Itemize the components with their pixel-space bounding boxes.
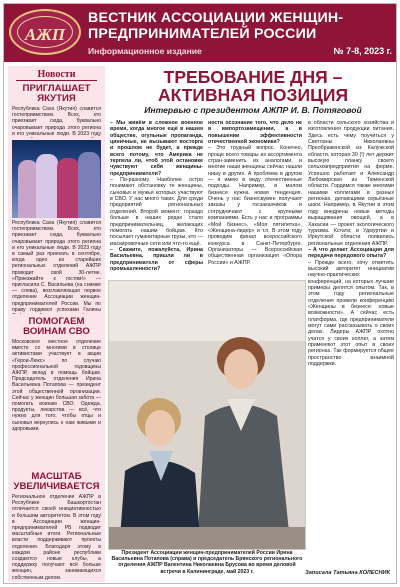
newspaper-page bbox=[3, 3, 397, 584]
answer-2-continued: в области сельского хозяйства и изготовления продукции питания. Здесь есть чему поучиться у Светланы Николаевны Преображенской из Калужской области, которая 30 (!) лет держит высокую планку своего сельхозпредприятия на ферме. Успешно работает и Александр Любомирская из Тюменской области. Гордимся также многими нашими коллегами в разных регионах, делающими серьёзные шаги. Например, в Якутии в этом году внедрены новые методы выращивания овощей, а в Хакасии — проект экологического туризма. Кстати, в Удмуртии и Иркутской области появились региональные отделения АЖПР. bbox=[308, 120, 394, 247]
yakutia-photo bbox=[12, 140, 101, 218]
article-headline bbox=[108, 68, 397, 104]
answer-1: – По-разному. Наиболее остро понимают обстановку те женщины, сыновья и мужья которых участвуют в СВО. У нас много таких. Для среди предприятий региональных отделений. Второй момент: гораздо больше в наших рядах стало предпринимательниц, желающих помогать нашим бойцам. Кто посылает гуманитарные грузы, кто — маскировочные сети или что-то ещё. bbox=[110, 177, 203, 247]
headline-line-1: ТРЕБОВАНИЕ ДНЯ – bbox=[163, 67, 343, 87]
answer-2: – Это трудный вопрос. Конечно, проще всего товары из ассортимента стран-заменить их аналогами, и многие наши женщины сейчас нашли нишу в других. А проблема в другом — я имею в виду отечественные подходы. Например, в малом бизнесе нужна новая тенденция. Очень у нас бизнесвумен получают заказы у госзаказчиков и сотрудничают с крупными компаниями. Есть у нас и программы «Мой бизнес», «Моя пятилетка», «Женщина-лидер» и т.п. В этом году проводим финал всероссийского конкурса в Санкт-Петербурге. Организаторы — Всероссийская общественная организация «Опора России» и АЖПР. bbox=[208, 145, 302, 266]
news-text-yakutia: Республика Саха (Якутия) славится гостеприимством. Всех, кто приезжает сюда, буквально очаровывает природа этого региона и его уникальные люди. В 2023 году bbox=[12, 106, 101, 137]
article-column-3 bbox=[308, 120, 394, 568]
answer-3: – Прежде всего, хочу отметить высокий авторитет инициатив научно-практических конференций, на которых лучшие примеры делятся опытом. Так, в этом году региональные отделения провели конференцию «Женщины в бизнесе: новые возможности». А сейчас есть платформа, где предприниматели могут сами рассказывать о своих делах. Лидеры АЖПР охотно учатся у своих коллег, а затем применяют этот опыт в своих регионах. Так формируется общее пространство взаимной поддержки. bbox=[308, 259, 394, 368]
article-column-1 bbox=[110, 120, 203, 278]
news-title-yakutia: ПРИГЛАШАЕТ ЯКУТИЯ bbox=[22, 83, 91, 104]
question-2-continued: ности осознание того, что дело не в импортозамещении, а в повышении эффективности отечественной экономики? bbox=[208, 120, 302, 146]
news-title-svo: ПОМОГАЕМ ВОИНАМ СВО bbox=[23, 316, 90, 337]
question-2: – Скажите, пожалуйста, Ирина Васильевна, пришли ли в предприниматели от сферы промышленности? bbox=[110, 246, 203, 272]
headline-line-2: АКТИВНАЯ ПОЗИЦИЯ bbox=[157, 85, 349, 105]
association-logo bbox=[9, 9, 81, 55]
photo-caption: Президент Ассоциации женщин-предпринимателей России Ирина Васильевна Потапова (справа) и председатель Брянского регионального отделения АЖПР Валентина Николаевна Брусова во время деловой встречи в Калининграде, май 2023 г. bbox=[111, 550, 303, 575]
article-column-2 bbox=[208, 120, 302, 278]
interview-photo bbox=[108, 280, 306, 550]
logo-text: АЖП bbox=[24, 25, 66, 44]
news-title-bashkortostan: МАСШТАБ УВЕЛИЧИВАЕТСЯ bbox=[13, 471, 100, 492]
masthead bbox=[4, 4, 397, 62]
article-kicker: Интервью с президентом АЖПР И. В. Потяговой bbox=[144, 105, 362, 115]
news-sidebar bbox=[8, 66, 105, 582]
news-text-yakutia-continued: Республика Саха (Якутия) славится гостеприимством. Всех, кто приезжает сюда, буквально очаровывает природа этого региона и его уникальные люди. В 2023 году в самый раз приехать в сентябре, когда одно из старейших региональных отделений АЖПР проводит свой 30-летие. «Приезжайте к гостям!» — пригласила С. Васильева (на снимке — слева), возглавляющая первое отделение Ассоциации женщин-предпринимателей России. Мы по праву гордимся успехами Галины bbox=[12, 220, 101, 313]
publication-title: ВЕСТНИК АССОЦИАЦИИ ЖЕНЩИН-ПРЕДПРИНИМАТЕЛЕЙ РОССИИ bbox=[88, 10, 344, 42]
sidebar-heading: Новости bbox=[16, 66, 97, 81]
question-3: – А что делает Ассоциация для передачи передового опыта? bbox=[308, 246, 394, 260]
news-text-bashkortostan: Региональное отделение АЖПР в Республике Башкортостан отличается своей инициативностью и большим авторитетом. В этом году в Ассоциации женщин-предпринимателей РБ подводит масштабные итоги. Региональные власти поддерживают проекты отделения. Благодаря этому в каждом районе республики создаются новые клубы, а поддержку получают всё больше женщин, занимающихся собственным делом. bbox=[12, 494, 101, 581]
issue-number: № 7-8, 2023 г. bbox=[333, 46, 392, 56]
news-text-svo: Московское местное отделение вместе со многими в столице активистами участвует в акции «Герои-Люкс» по случаю профессиональной годовщины АЖПР, вклад в помощь бойцам. Председатель отделения Ирина Васильевна Потапова — президент этой общественной организации. Сейчас у женщин большая забота — помогать воинам СВО. Одежда, продукты, лекарства — всё, что нужно для того, чтобы отцы и сыновья вернулись к нам живыми и здоровыми. bbox=[12, 339, 101, 432]
publication-subtitle: Информационное издание bbox=[88, 46, 202, 56]
question-1: – Мы живём в сложное военное время, когда многое ещё в нашем обществе, огульные пропаганда, циничные, не вызывают восторга и прошлом не будет, а прежде всего потому, что Америка не терпела ли, чтоб этой остановке чувствуют себя женщины-предприниматели? bbox=[110, 120, 203, 177]
author-signature: Записала Татьяна КОЛЕСНИК bbox=[305, 570, 390, 576]
